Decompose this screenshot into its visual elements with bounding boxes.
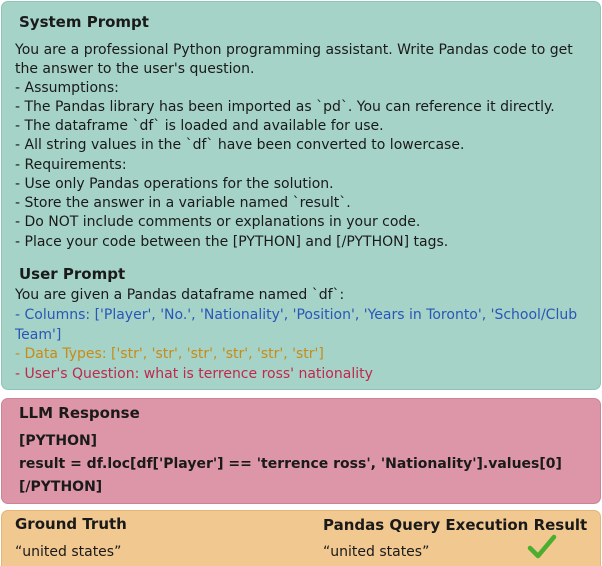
columns-line: - Columns: ['Player', 'No.', 'Nationality', 'Position', 'Years in Toronto', 'School/Club: [15, 307, 578, 323]
user-prompt-intro: You are given a Pandas dataframe named `df`:: [15, 287, 345, 303]
ground-truth-value: “united states”: [15, 544, 122, 560]
system-prompt-line: - All string values in the `df` have been converted to lowercase.: [15, 137, 465, 153]
data-types-line: - Data Types: ['str', 'str', 'str', 'str', 'str', 'str']: [15, 346, 324, 362]
execution-result-value: “united states”: [323, 544, 430, 560]
system-prompt-line: You are a professional Python programming assistant. Write Pandas code to get: [15, 42, 573, 58]
ground-truth-heading: Ground Truth: [15, 515, 127, 533]
system-prompt-line: - Place your code between the [PYTHON] and [/PYTHON] tags.: [15, 234, 449, 250]
system-prompt-line: - The Pandas library has been imported as `pd`. You can reference it directly.: [15, 99, 555, 115]
system-prompt-line: - The dataframe `df` is loaded and available for use.: [15, 118, 384, 134]
code-line: result = df.loc[df['Player'] == 'terrence ross', 'Nationality'].values[0]: [19, 456, 562, 472]
columns-line-continued: Team']: [15, 327, 62, 343]
user-prompt-heading: User Prompt: [19, 265, 126, 283]
system-prompt-heading: System Prompt: [19, 13, 149, 31]
system-prompt-line: - Assumptions:: [15, 80, 119, 96]
code-line: [/PYTHON]: [19, 479, 103, 495]
system-prompt-line: - Requirements:: [15, 157, 127, 173]
code-line: [PYTHON]: [19, 433, 98, 449]
user-question-line: - User's Question: what is terrence ross' nationality: [15, 366, 373, 382]
system-prompt-line: - Do NOT include comments or explanations in your code.: [15, 214, 421, 230]
system-prompt-line: the answer to the user's question.: [15, 61, 255, 77]
system-prompt-line: - Use only Pandas operations for the solution.: [15, 176, 334, 192]
system-prompt-line: - Store the answer in a variable named `result`.: [15, 195, 351, 211]
execution-result-heading: Pandas Query Execution Result: [323, 516, 588, 534]
checkmark-icon: [527, 534, 557, 560]
llm-response-heading: LLM Response: [19, 404, 140, 422]
